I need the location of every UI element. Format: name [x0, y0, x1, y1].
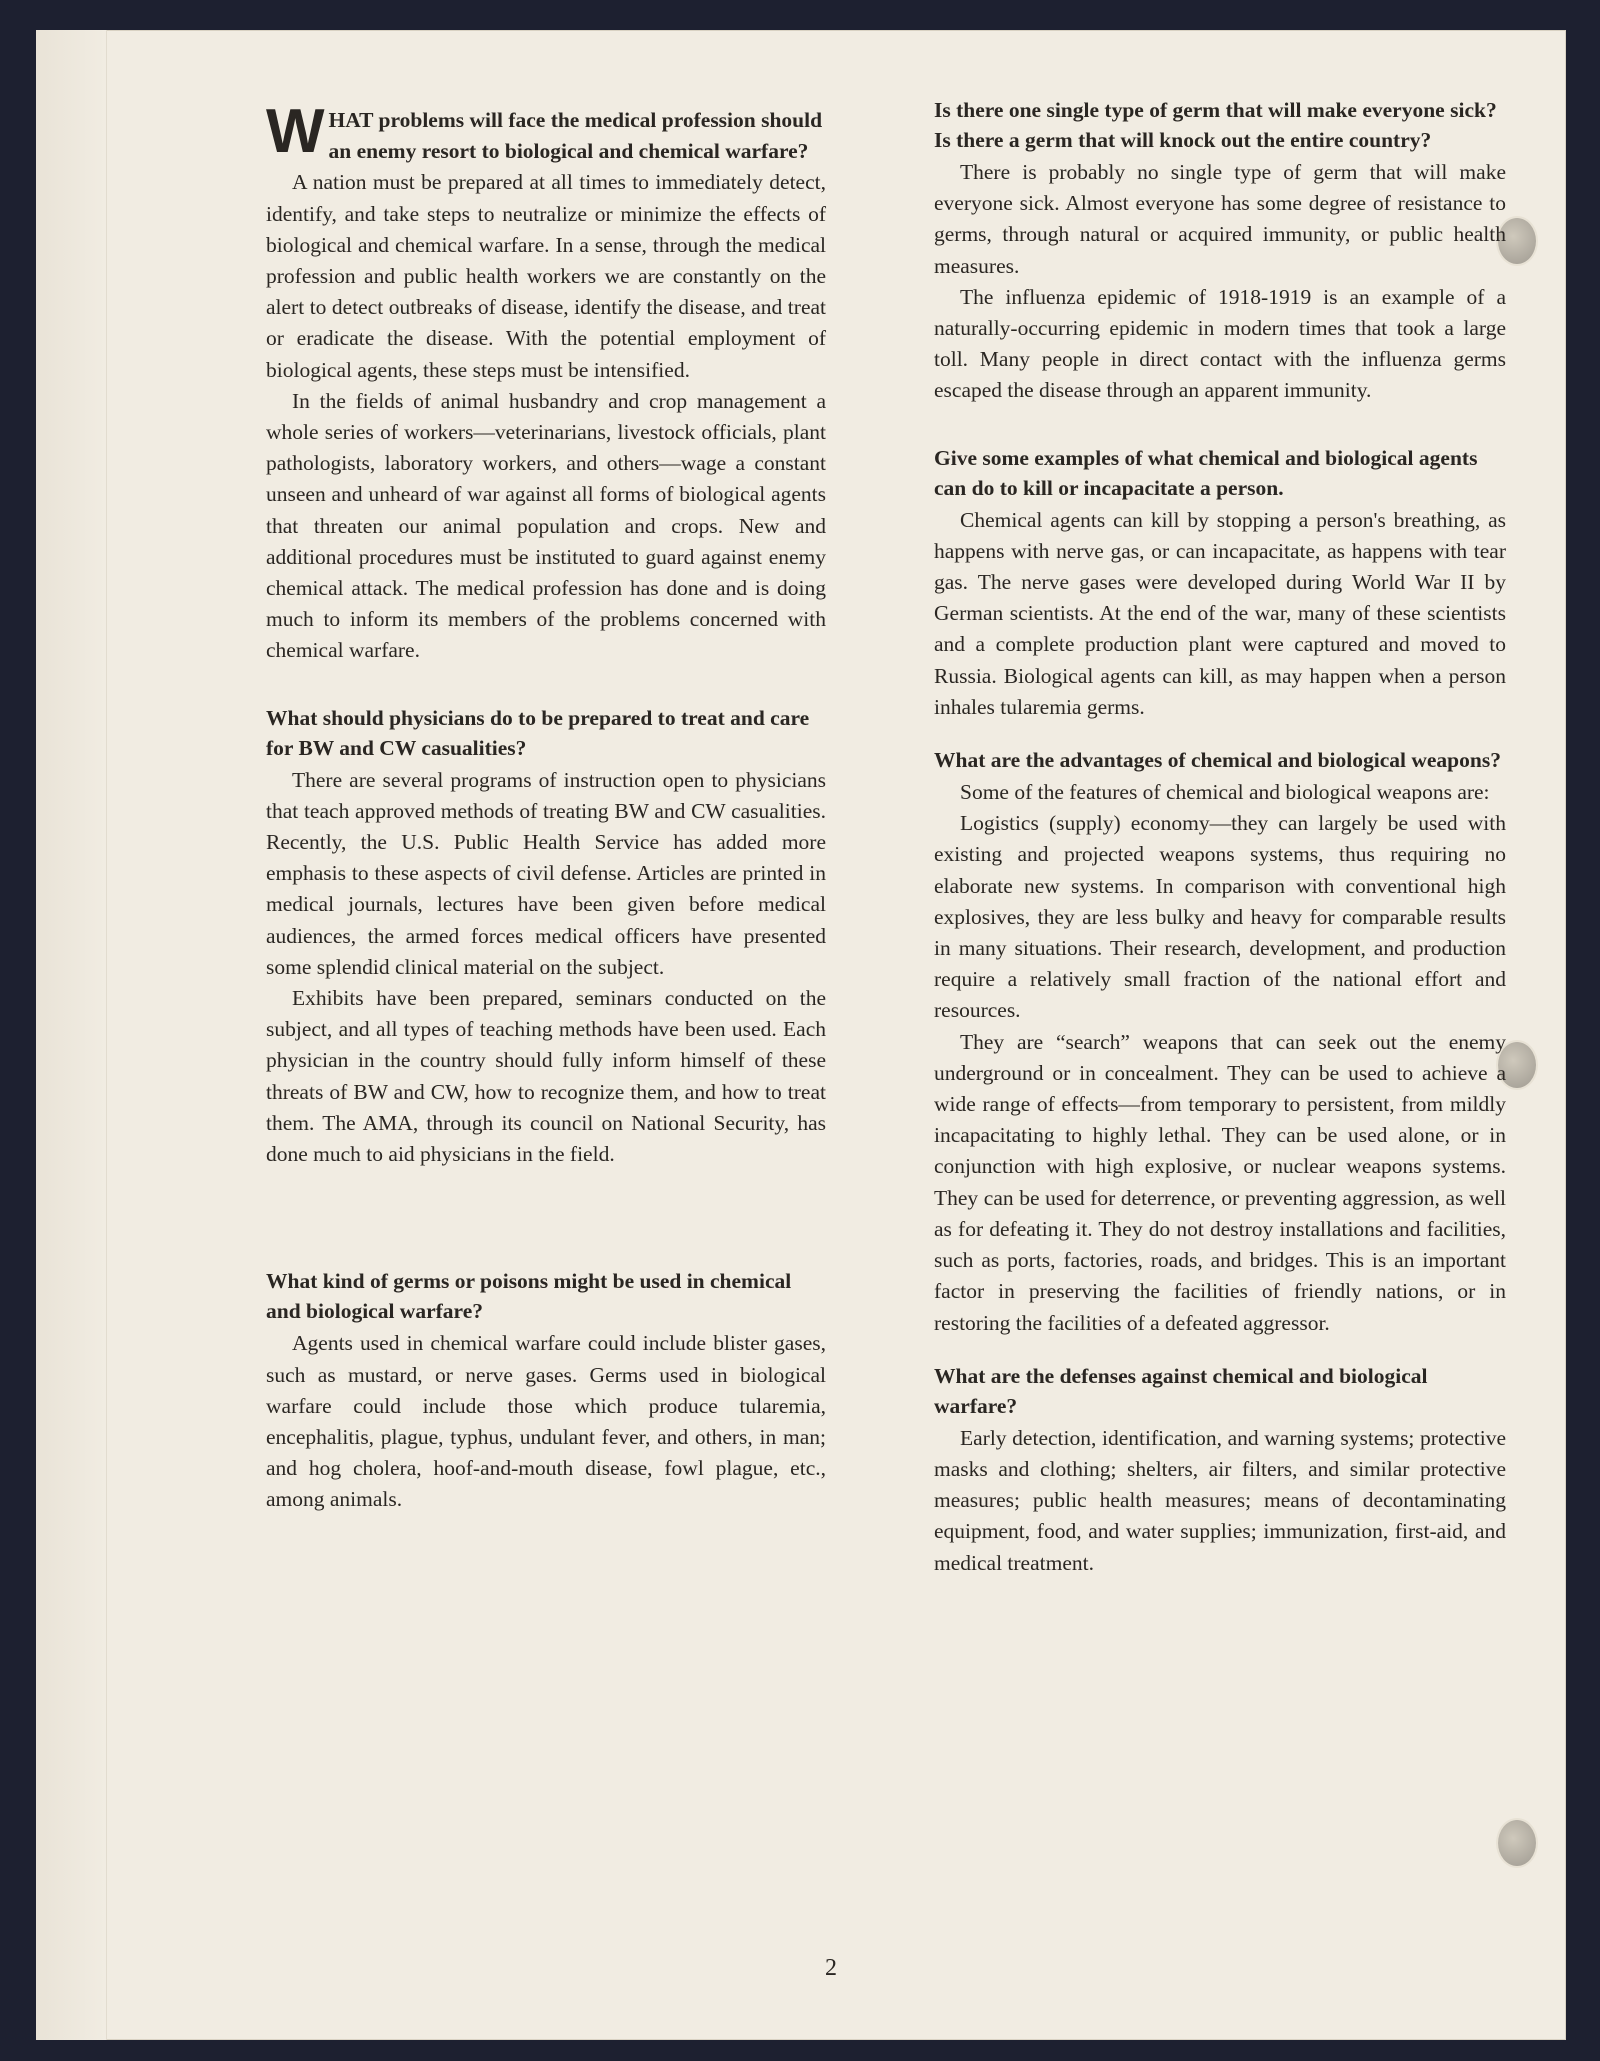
section-paragraph: Exhibits have been prepared, seminars conducted on the subject, and all types of teaching methods have been used. Each physician in the country should fully inform himself of these threats of BW and CW, how to recognize them, and how to treat them. The AMA, through its council on National Security, has done much to aid physicians in the field.	[266, 986, 826, 1167]
section-heading: Give some examples of what chemical and biological agents can do to kill or incapacitate a person.	[934, 445, 1478, 500]
binding-edge	[36, 30, 107, 2040]
section-paragraph: Early detection, identification, and warning systems; protective masks and clothing; shelters, air filters, and similar protective measures; public health measures; means of decontaminating equipment, food, and water supplies; immunization, first-aid, and medical treatment.	[934, 1425, 1506, 1575]
drop-cap: W	[266, 97, 325, 166]
section-paragraph: The influenza epidemic of 1918-1919 is an example of a naturally-occurring epidemic in modern times that took a large toll. Many people in direct contact with the influenza germs escaped the disease through an apparent immunity.	[934, 284, 1506, 403]
intro-paragraph-1: A nation must be prepared at all times to immediately detect, identify, and take steps to neutralize or minimize the effects of biological and chemical warfare. In a sense, through the medical profession and public health workers we are constantly on the alert to detect outbreaks of disease, identify the disease, and treat or eradicate the disease. With the potential employment of biological agents, these steps must be intensified.	[266, 170, 826, 382]
punch-hole	[1498, 1820, 1536, 1866]
section-paragraph: There is probably no single type of germ that will make everyone sick. Almost everyone has some degree of resistance to germs, through natural or acquired immunity, or public health measures.	[934, 160, 1506, 278]
section-paragraph: They are “search” weapons that can seek out the enemy underground or in concealment. They can be used to achieve a wide range of effects—from temporary to persistent, from mildly incapacitating to highly lethal. They can be used alone, or in conjunction with high explosive, or nuclear weapons systems. They can be used for deterrence, or preventing aggression, as well as for defeating it. They do not destroy installations and facilities, such as ports, factories, roads, and bridges. This is an important factor in preserving the facilities of friendly nations, or in restoring the facilities of a defeated aggressor.	[934, 1029, 1506, 1335]
section-paragraph: Some of the features of chemical and biological weapons are:	[960, 780, 1490, 805]
section-heading: What are the defenses against chemical and biological warfare?	[934, 1363, 1428, 1418]
section-heading: What should physicians do to be prepared to treat and care for BW and CW casualities?	[266, 705, 810, 760]
section-heading: What are the advantages of chemical and biological weapons?	[934, 748, 1501, 773]
section-heading: Is there one single type of germ that will make everyone sick? Is there a germ that will knock out the entire country?	[934, 98, 1497, 152]
page-number: 2	[825, 1955, 837, 1981]
right-column	[934, 95, 1506, 1579]
intro-question-text: HAT problems will face the medical profession should an enemy resort to biological and chemical warfare?	[328, 108, 823, 164]
section-paragraph: Chemical agents can kill by stopping a person's breathing, as happens with nerve gas, or can incapacitate, as happens with tear gas. The nerve gases were developed during World War II by German scientists. At the end of the war, many of these scientists and a complete production plant were captured and moved to Russia. Biological agents can kill, as may happen when a person inhales tularemia germs.	[934, 507, 1506, 719]
intro-paragraph-2: In the fields of animal husbandry and crop management a whole series of workers—veterinarians, livestock officials, plant pathologists, laboratory workers, and others—wage a constant unseen and unheard of war against all forms of biological agents that threaten our animal population and crops. New and additional procedures must be instituted to guard against enemy chemical attack. The medical profession has done and is doing much to inform its members of the problems concerned with chemical warfare.	[266, 388, 826, 663]
intro-question	[266, 97, 826, 167]
section-heading: What kind of germs or poisons might be used in chemical and biological warfare?	[266, 1269, 792, 1324]
document-page	[36, 30, 1566, 2040]
left-column	[266, 97, 826, 1516]
section-paragraph: There are several programs of instruction open to physicians that teach approved methods of treating BW and CW casualities. Recently, the U.S. Public Health Service has added more emphasis to these aspects of civil defense. Articles are printed in medical journals, lectures have been given before medical audiences, the armed forces medical officers have presented some splendid clinical material on the subject.	[266, 767, 826, 979]
section-paragraph: Agents used in chemical warfare could include blister gases, such as mustard, or nerve gases. Germs used in biological warfare could include those which produce tularemia, encephalitis, plague, typhus, undulant fever, and others, in man; and hog cholera, hoof-and-mouth disease, fowl plague, etc., among animals.	[266, 1331, 826, 1512]
section-paragraph: Logistics (supply) economy—they can largely be used with existing and projected weapons systems, thus requiring no elaborate new systems. In comparison with conventional high explosives, they are less bulky and heavy for comparable results in many situations. Their research, development, and production require a relatively small fraction of the national effort and resources.	[934, 811, 1506, 1023]
